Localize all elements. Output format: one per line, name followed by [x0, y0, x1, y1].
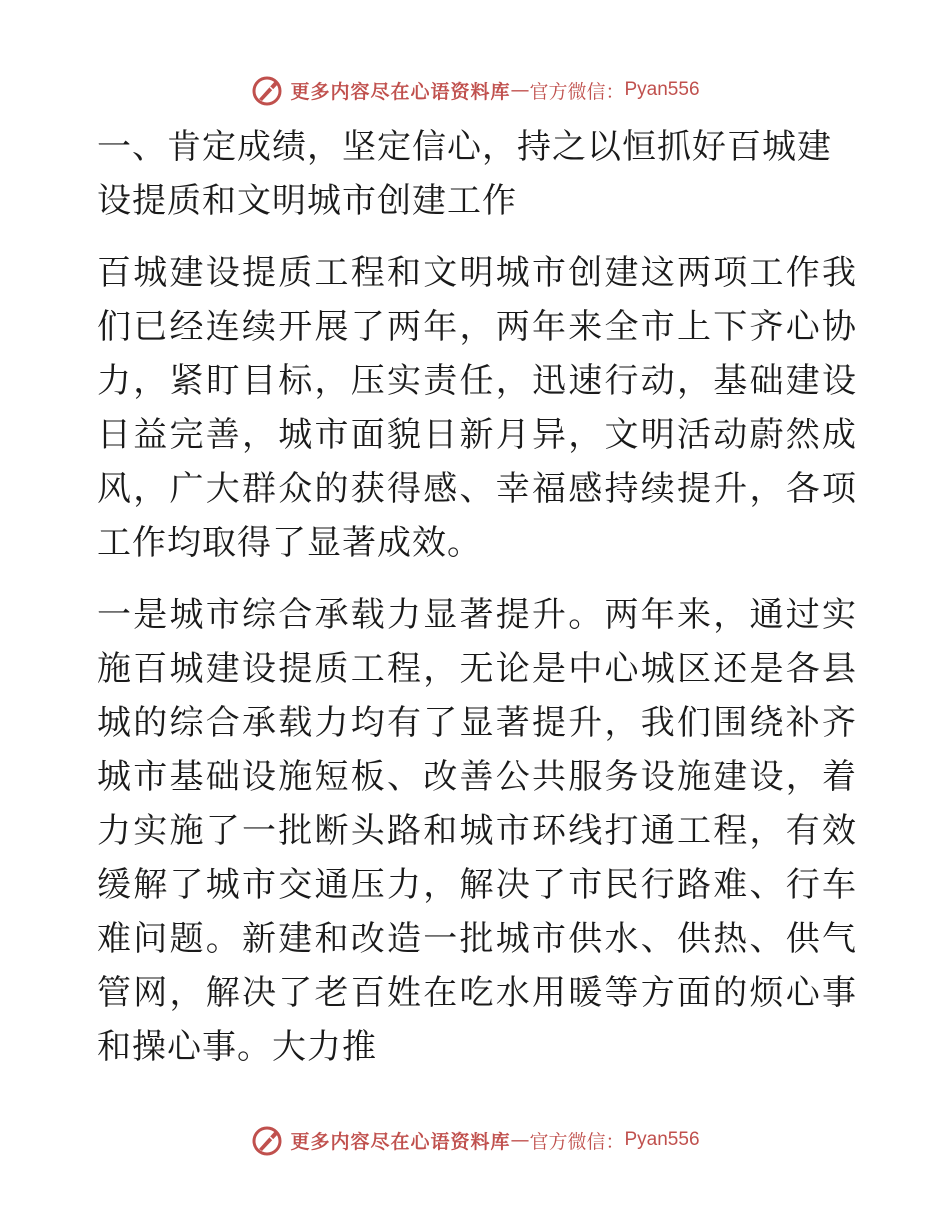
banner-official-label: 官方微信：	[529, 1130, 625, 1153]
document-body	[97, 120, 857, 1092]
banner-official-label: 官方微信：	[529, 80, 625, 103]
banner-dash: —	[510, 1129, 530, 1151]
footer-watermark-banner	[0, 1120, 950, 1160]
paragraph-summary: 百城建设提质工程和文明城市创建这两项工作我们已经连续开展了两年，两年来全市上下齐心协力，紧盯目标，压实责任，迅速行动，基础建设日益完善，城市面貌日新月异，文明活动蔚然成风，广大群众的获得感、幸福感持续提升，各项工作均取得了显著成效。	[97, 253, 857, 563]
banner-brand-text: 更多内容尽在心语资料库	[290, 1130, 511, 1153]
header-watermark-banner	[0, 70, 950, 110]
quill-pen-logo-icon	[250, 73, 284, 107]
banner-wechat-account: Pyan556	[624, 1129, 700, 1150]
banner-wechat-account: Pyan556	[624, 79, 700, 100]
quill-pen-logo-icon	[250, 1123, 284, 1157]
banner-dash: —	[510, 79, 530, 101]
banner-brand-text: 更多内容尽在心语资料库	[290, 80, 511, 103]
paragraph-point-one: 一是城市综合承载力显著提升。两年来，通过实施百城建设提质工程，无论是中心城区还是各县城的综合承载力均有了显著提升，我们围绕补齐城市基础设施短板、改善公共服务设施建设，着力实施了一批断头路和城市环线打通工程，有效缓解了城市交通压力，解决了市民行路难、行车难问题。新建和改造一批城市供水、供热、供气管网，解决了老百姓在吃水用暖等方面的烦心事和操心事。大力推	[97, 595, 857, 1067]
section-heading: 一、肯定成绩，坚定信心，持之以恒抓好百城建设提质和文明城市创建工作	[97, 127, 832, 221]
